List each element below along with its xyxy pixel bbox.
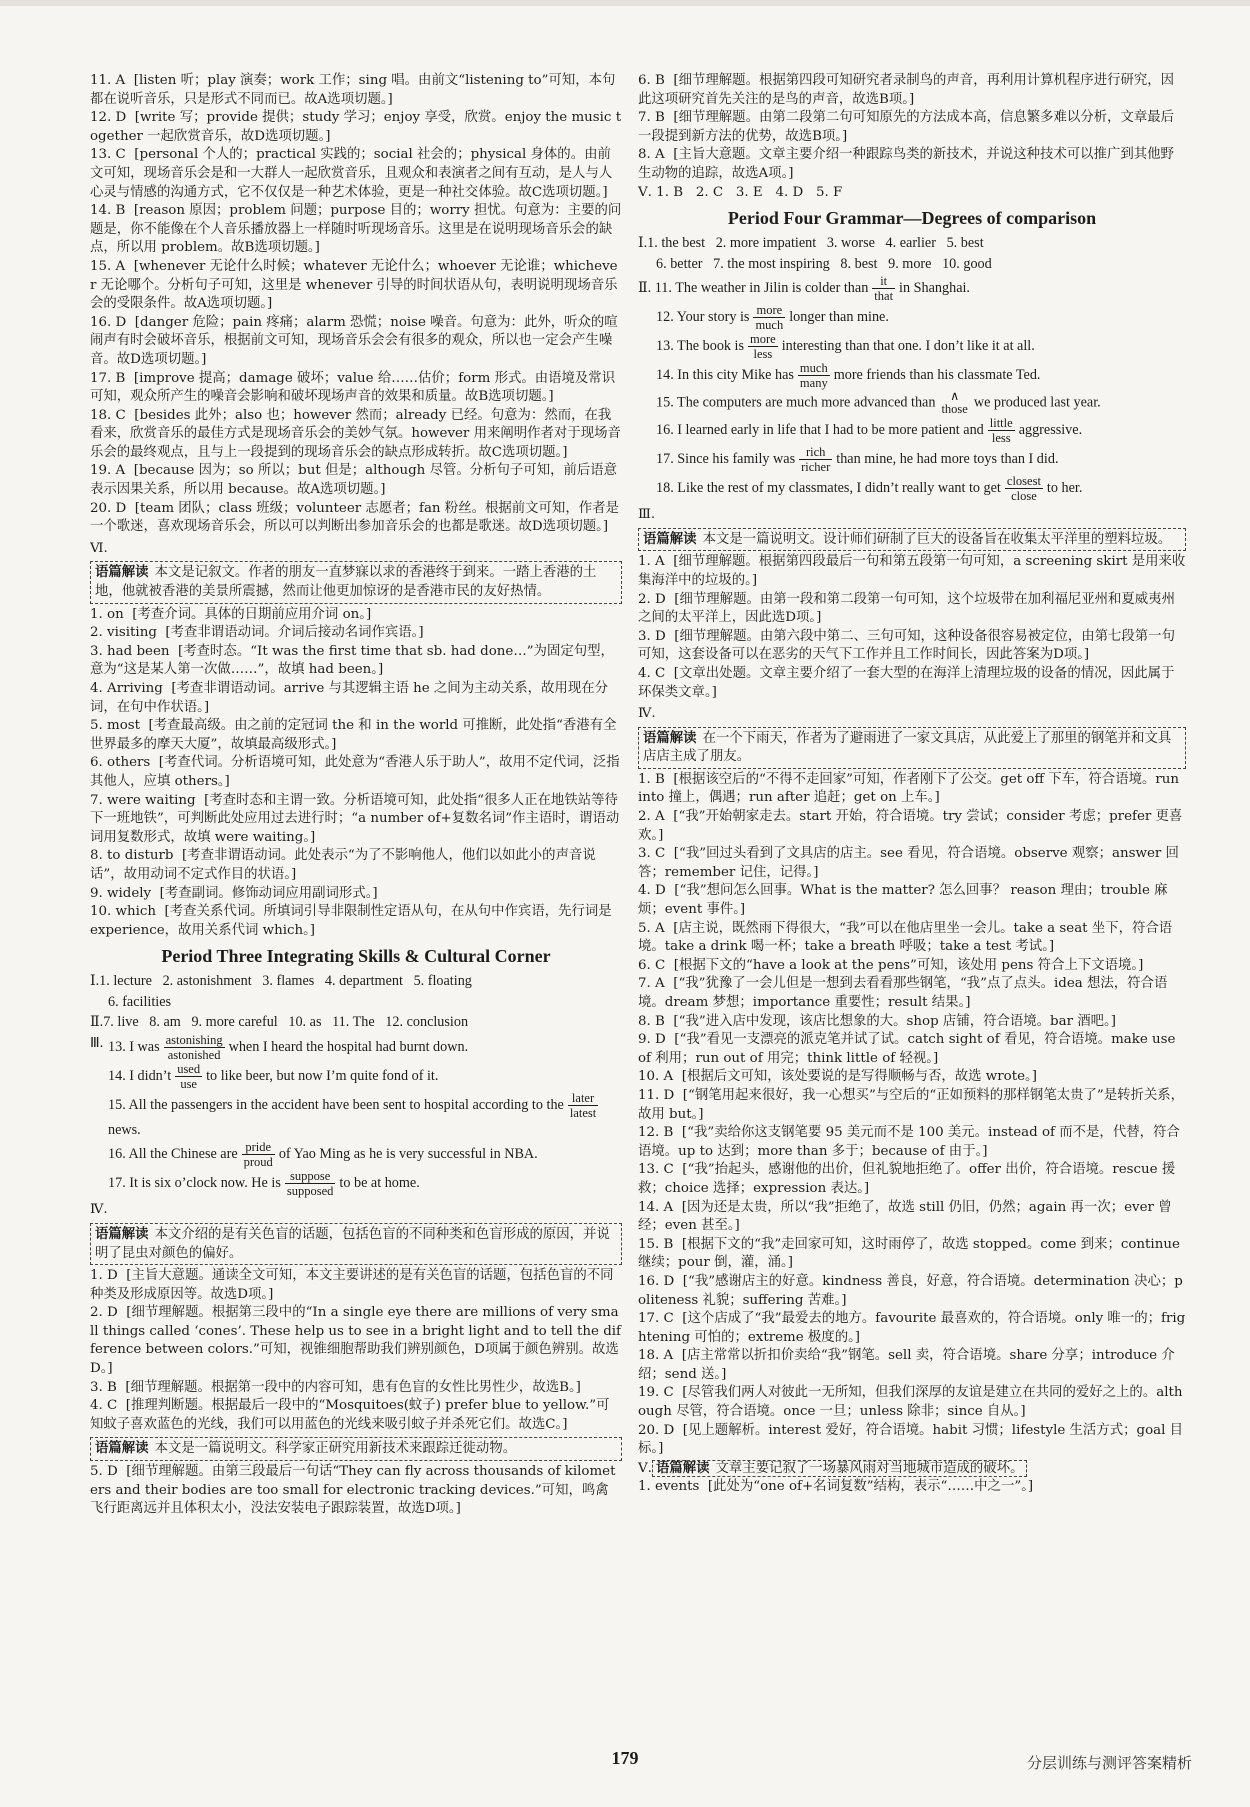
corrected-word: proud	[243, 1155, 273, 1170]
sentence-after: of Yao Ming as he is very successful in NBA.	[278, 1146, 538, 1163]
correction-item	[90, 1062, 622, 1091]
answer-item: 14. A [因为还是太贵，所以“我”拒绝了，故选 still 仍旧，仍然；again 再一次；ever 曾经；even 甚至。]	[638, 1199, 1172, 1234]
p4-section-iv-label: Ⅳ.	[638, 706, 656, 722]
reading-analysis-text: 本文介绍的是有关色盲的话题，包括色盲的不同种类和色盲形成的原因，并说明了昆虫对颜色的偏好。	[95, 1226, 610, 1261]
reading-analysis-box	[652, 1460, 1028, 1477]
reading-analysis-text: 本文是一篇说明文。设计师们研制了巨大的设备旨在收集太平洋里的塑料垃圾。	[702, 531, 1172, 547]
corrected-word: less	[991, 431, 1011, 446]
reading-analysis-text: 本文是记叙文。作者的朋友一直梦寐以求的香港终于到来。一踏上香港的土地，他就被香港的美景所震撼，然而让他更加惊讶的是香港市民的友好热情。	[95, 565, 597, 600]
p3-section-ii-line: 7. live 8. am 9. more careful 10. as 11. The 12. conclusion	[103, 1014, 469, 1031]
correction-item	[638, 303, 1186, 332]
original-word: much	[799, 361, 828, 376]
sentence-before: 18. Like the rest of my classmates, I didn’t really want to get	[656, 479, 1001, 496]
correction-item	[90, 1091, 622, 1141]
answer-item: 7. B [细节理解题。由第二段第二句可知原先的方法成本高，信息繁多难以分析，文章最后一段提到新方法的优势，故选B项。]	[638, 110, 1175, 144]
word-correction	[164, 1033, 225, 1062]
answer-item: 2. A [“我”开始朝家走去。start 开始，符合语境。try 尝试；consider 考虑；prefer 更喜欢。]	[638, 809, 1183, 843]
corrected-word: much	[755, 318, 784, 333]
correction-item	[638, 390, 1186, 416]
answer-item: 3. D [细节理解题。由第六段中第二、三句可知，这种设备很容易被定位，由第七段第一句可知，这套设备可以在恶劣的天气下工作并且工作时间长，因此答案为D项。]	[638, 628, 1175, 663]
reading-analysis-box	[638, 528, 1186, 552]
reading-analysis-box	[90, 561, 622, 603]
correction-item	[90, 1169, 622, 1198]
sentence-before: 16. All the Chinese are	[108, 1146, 238, 1163]
correction-item	[638, 361, 1186, 390]
sentence-after: to like beer, but now I’m quite fond of it.	[206, 1067, 439, 1084]
answer-item: 14. B [reason 原因；problem 问题；purpose 目的；worry 担忧。句意为：主要的问题是，你不能像在个人音乐播放器上一样随时听现场音乐。这里是在说明现场音乐会的缺点，所以用 problem。故B选项切题。]	[90, 203, 622, 256]
correction-item	[90, 1140, 622, 1169]
corrected-word: less	[753, 347, 773, 362]
reading-analysis-tag: 语篇解读	[655, 1459, 710, 1476]
answer-item: 2. D [细节理解题。由第一段和第二段第一句可知，这个垃圾带在加利福尼亚州和夏威夷州之间的太平洋上，因此选D项。]	[638, 591, 1175, 626]
answer-item: 17. B [improve 提高；damage 破坏；value 给……估价；form 形式。由语境及常识可知，观众所产生的噪音会影响和破坏现场声音的效果和质量。故B选项切题。]	[90, 370, 616, 405]
answer-item: 17. C [这个店成了“我”最爱去的地方。favourite 最喜欢的，符合语境。only 唯一的；frightening 可怕的；extreme 极度的。]	[638, 1311, 1186, 1345]
original-word: pride	[242, 1140, 275, 1155]
section-i-label: Ⅰ.	[638, 235, 648, 252]
answer-item: 20. D [见上题解析。interest 爱好，符合语境。habit 习惯；lifestyle 生活方式；goal 目标。]	[638, 1422, 1184, 1457]
answer-item: 4. D [“我”想问怎么回事。What is the matter? 怎么回事？ reason 理由；trouble 麻烦；event 事件。]	[638, 883, 1168, 918]
p4-section-iii-label: Ⅲ.	[638, 507, 656, 523]
answer-item: 6. others [考查代词。分析语境可知，此处意为“香港人乐于助人”，故用不定代词，泛指其他人，应填 others。]	[90, 755, 620, 789]
original-word: rich	[799, 445, 832, 460]
p3-section-iii	[90, 1033, 622, 1199]
answer-item: 16. D [“我”感谢店主的好意。kindness 善良，好意，符合语境。determination 决心；politeness 礼貌；suffering 苦难。]	[638, 1273, 1183, 1308]
answer-item: 16. D [danger 危险；pain 疼痛；alarm 恐慌；noise 噪音。句意为：此外，听众的喧闹声有时会破坏音乐，根据前文可知，现场音乐会会有很多的观众，所以也一定会产生噪音。故D选项切题。]	[90, 314, 618, 367]
answer-list-left	[90, 72, 622, 537]
reading-analysis-tag: 语篇解读	[643, 530, 697, 547]
answer-item: 19. A [because 因为；so 所以；but 但是；although 尽管。分析句子可知，前后语意表示因果关系，所以用 because。故A选项切题。]	[90, 463, 618, 498]
reading-analysis-text: 在一个下雨天，作者为了避雨进了一家文具店，从此爱上了那里的钢笔并和文具店店主成了朋友。	[643, 730, 1172, 765]
grammar-answer-list	[638, 1478, 1186, 1497]
original-word: closest	[1006, 474, 1041, 489]
p4-section-i-line2: 6. better 7. the most inspiring 8. best 9. more 10. good	[656, 255, 992, 272]
sentence-after: aggressive.	[1018, 421, 1083, 438]
corrected-word: richer	[801, 460, 831, 475]
answer-item: 6. C [根据下文的“have a look at the pens”可知，该处用 pens 符合上下文语境。]	[638, 957, 1144, 973]
sentence-after: when I heard the hospital had burnt down.	[228, 1038, 469, 1055]
period-four-title: Period Four Grammar—Degrees of comparison	[727, 208, 1097, 229]
answer-item: 3. C [“我”回过头看到了文具店的店主。see 看见，符合语境。observe 观察；answer 回答；remember 记住，记得。]	[638, 846, 1179, 880]
left-column	[90, 72, 622, 1519]
reading-answer-list	[90, 1463, 622, 1519]
sentence-after: to her.	[1046, 479, 1083, 496]
original-word: used	[177, 1061, 201, 1076]
sentence-before: 15. The computers are much more advanced than	[656, 394, 936, 411]
p3-section-i-line2: 6. facilities	[108, 993, 172, 1010]
sentence-after: to be at home.	[339, 1175, 420, 1192]
answer-item: 9. D [“我”看见一支漂亮的派克笔并试了试。catch sight of 看见，符合语境。make use of 利用；run out of 用完；think little of 轻视。]	[638, 1032, 1180, 1066]
sentence-before: 16. I learned early in life that I had to be more patient and	[656, 421, 984, 438]
word-correction	[1005, 474, 1043, 503]
word-correction	[798, 361, 830, 390]
p3-section-ii	[90, 1012, 622, 1033]
word-correction	[941, 390, 967, 416]
corrected-word: supposed	[286, 1184, 334, 1199]
answer-item: 8. B [“我”进入店中发现，该店比想象的大。shop 店铺，符合语境。bar 酒吧。]	[638, 1013, 1116, 1029]
correction-item	[638, 474, 1186, 503]
answer-item: 15. A [whenever 无论什么时候；whatever 无论什么；whoever 无论谁；whichever 无论哪个。分析句子可知，这里是 whenever 引导的时间状语从句，表明说明现场音乐会的受限条件。故A选项切题。]	[90, 258, 618, 312]
word-correction	[568, 1091, 598, 1120]
answer-item: 3. had been [考查时态。“It was the first time that sb. had done…”为固定句型，意为“这是某人第一次做……”，故填 had been。]	[90, 643, 614, 678]
sentence-after: more friends than his classmate Ted.	[833, 366, 1041, 383]
sentence-before: 17. Since his family was	[656, 450, 796, 467]
answer-item: 13. C [“我”抬起头，感谢他的出价，但礼貌地拒绝了。offer 出价，符合语境。rescue 援救；choice 选择；expression 表达。]	[638, 1162, 1176, 1196]
top-edge	[0, 0, 1250, 6]
corrected-word: that	[874, 289, 894, 304]
section-iii-label: Ⅲ.	[90, 1034, 104, 1051]
word-correction	[748, 332, 778, 361]
grammar-answer-list	[90, 606, 622, 941]
correction-item	[638, 274, 1186, 303]
original-word: more	[750, 332, 776, 347]
answer-item: 5. A [店主说，既然雨下得很大，“我”可以在他店里坐一会儿。take a seat 坐下，符合语境。take a drink 喝一杯；take a breath 呼吸；take a test 考试。]	[638, 920, 1173, 955]
answer-item: 5. most [考查最高级。由之前的定冠词 the 和 in the world 可推断，此处指“香港有全世界最多的摩天大厦”，故填最高级形式。]	[90, 718, 617, 752]
answer-item: 1. B [根据该空后的“不得不走回家”可知，作者刚下了公交。get off 下车，符合语境。run into 撞上，偶遇；run after 追赶；get on 上车。]	[638, 771, 1184, 806]
p3-section-iv-label: Ⅳ.	[90, 1202, 108, 1218]
reading-answer-list	[90, 1267, 622, 1434]
p3-section-i	[90, 971, 622, 992]
sentence-before: 13. I was	[108, 1038, 160, 1055]
original-word: little	[989, 416, 1013, 431]
sentence-before: 15. All the passengers in the accident have been sent to hospital according to the	[108, 1096, 564, 1113]
answer-item: 19. C [尽管我们两人对彼此一无所知，但我们深厚的友谊是建立在共同的爱好之上的。although 尽管，符合语境。once 一旦；unless 除非；since 自从。]	[638, 1385, 1183, 1420]
reading-answer-list	[638, 553, 1186, 702]
p4-section-ii	[638, 274, 1186, 503]
reading-analysis-tag: 语篇解读	[95, 1440, 149, 1457]
reading-analysis-text: 文章主要记叙了一场暴风雨对当地城市造成的破坏。	[715, 1460, 1024, 1476]
sentence-after: in Shanghai.	[899, 279, 970, 296]
section-v-label: Ⅴ.	[638, 1460, 652, 1476]
answer-item: 13. C [personal 个人的；practical 实践的；social 社会的；physical 身体的。由前文可知，现场音乐会是和一大群人一起欣赏音乐，且观众和表演者之间有互动，是人与人心灵与情感的沟通方式，它不仅仅是一种艺术体验，更是一种社交体验。故C选项切题。]	[90, 147, 613, 200]
word-correction	[242, 1140, 275, 1169]
sentence-before: 13. The book is	[656, 337, 745, 354]
sentence-before: Ⅱ. 11. The weather in Jilin is colder than	[638, 279, 869, 296]
answer-item: 4. Arriving [考查非谓语动词。arrive 与其逻辑主语 he 之间为主动关系，故用现在分词，在句中作状语。]	[90, 681, 608, 715]
answer-item: 7. A [“我”犹豫了一会儿但是一想到去看看那些钢笔，“我”点了点头。idea 想法，符合语境。dream 梦想；importance 重要性；result 结果。]	[638, 976, 1168, 1010]
answer-item: 11. D [“钢笔用起来很好，我一心想买”与空后的“正如预料的那样钢笔太贵了”是转折关系，故用 but。]	[638, 1087, 1185, 1122]
answer-item: 7. were waiting [考查时态和主谓一致。分析语境可知，此处指“很多人正在地铁站等待下一班地铁”，可判断此处应用过去进行时；“a number of+复数名词”作主语时，谓语动词用复数形式，故填 were waiting。]	[90, 792, 620, 845]
answer-item: 20. D [team 团队；class 班级；volunteer 志愿者；fan 粉丝。根据前文可知，作者是一个歌迷，喜欢现场音乐会，所以可以判断出参加音乐会的也都是歌迷。故D选项切题。]	[90, 500, 619, 535]
sentence-after: interesting than that one. I don’t like it at all.	[781, 337, 1035, 354]
corrected-word: latest	[569, 1105, 597, 1120]
reading-analysis-tag: 语篇解读	[643, 729, 697, 746]
answer-item: 3. B [细节理解题。根据第一段中的内容可知，患有色盲的女性比男性少，故选B。]	[90, 1379, 581, 1395]
original-word: ∧	[950, 389, 960, 404]
answer-item: 4. C [文章出处题。文章主要介绍了一套大型的在海洋上清理垃圾的设备的情况，因此属于环保类文章。]	[638, 665, 1175, 700]
word-correction	[175, 1062, 202, 1091]
cloze-answer-list	[638, 771, 1186, 1459]
reading-analysis-text: 本文是一篇说明文。科学家正研究用新技术来跟踪迁徙动物。	[154, 1441, 517, 1457]
word-correction	[285, 1169, 336, 1198]
sentence-before: 14. I didn’t	[108, 1067, 172, 1084]
correction-item	[638, 332, 1186, 361]
reading-analysis-tag: 语篇解读	[95, 564, 149, 581]
answer-item: 10. which [考查关系代词。所填词引导非限制性定语从句，在从句中作宾语，先行词是 experience，故用关系代词 which。]	[90, 904, 616, 938]
sentence-after: news.	[108, 1121, 141, 1138]
answer-item: 2. visiting [考查非谓语动词。介词后接动名词作宾语。]	[90, 625, 424, 641]
answer-item: 8. to disturb [考查非谓语动词。此处表示“为了不影响他人，他们以如此小的声音说话”，故用动词不定式作目的状语。]	[90, 848, 596, 882]
original-word: it	[872, 274, 895, 289]
answer-item: 6. B [细节理解题。根据第四段可知研究者录制鸟的声音，再利用计算机程序进行研究，因此这项研究首先关注的是鸟的声音，故选B项。]	[638, 73, 1175, 107]
sentence-before: 14. In this city Mike has	[656, 366, 794, 383]
correction-item	[638, 416, 1186, 445]
sentence-after: than mine, he had more toys than I did.	[836, 450, 1059, 467]
section-v-answers: Ⅴ. 1. B 2. C 3. E 4. D 5. F	[638, 184, 843, 200]
reading-analysis-box	[90, 1223, 622, 1265]
page-number: 179	[611, 1748, 639, 1768]
answer-item: 4. C [推理判断题。根据最后一段中的“Mosquitoes(蚊子) prefer blue to yellow.”可知蚊子喜欢蓝色的光线，我们可以用蓝色的光线来吸引蚊子并杀死它们。故选C。]	[90, 1398, 610, 1432]
footer-book-title: 分层训练与测评答案精析	[1026, 1754, 1192, 1772]
answer-item: 5. D [细节理解题。由第三段最后一句话“They can fly across thousands of kilometers and their bodies are too small for electronic tracking devices.”可知，鸣禽飞行距离远并且体积太小，没法安装电子跟踪装置，故选D项。]	[90, 1464, 616, 1517]
answer-item: 10. A [根据后文可知，该处要说的是写得顺畅与否，故选 wrote。]	[638, 1069, 1037, 1085]
reading-analysis-box	[638, 727, 1186, 769]
section-vi-label: Ⅵ.	[90, 540, 108, 556]
answer-item: 1. A [细节理解题。根据第四段最后一句和第五段第一句可知，a screening skirt 是用来收集海洋中的垃圾的。]	[638, 554, 1186, 588]
answer-item: 1. D [主旨大意题。通读全文可知，本文主要讲述的是有关色盲的话题，包括色盲的不同种类及形成原因等。故选D项。]	[90, 1268, 614, 1302]
corrected-word: astonished	[167, 1047, 221, 1062]
answer-item: 2. D [细节理解题。根据第三段中的“In a single eye there are millions of very small things called ‘cones’. These help us to see in a bright light and to tell the difference between colors.”可知，视锥细胞帮助我们辨别颜色，D项属于颜色辨别。故选D。]	[90, 1305, 622, 1377]
corrected-word: use	[180, 1076, 197, 1091]
answer-item: 18. A [店主常常以折扣价卖给“我”钢笔。sell 卖，符合语境。share 分享；introduce 介绍；send 送。]	[638, 1348, 1175, 1382]
corrected-word: close	[1011, 489, 1037, 504]
corrected-word: many	[799, 376, 828, 391]
original-word: more	[753, 303, 785, 318]
correction-item	[90, 1033, 622, 1062]
corrected-word: those	[941, 402, 968, 417]
answer-item: 9. widely [考查副词。修饰动词应用副词形式。]	[90, 885, 378, 901]
answer-item: 12. D [write 写；provide 提供；study 学习；enjoy 享受，欣赏。enjoy the music together 一起欣赏音乐，故D选项切题。]	[90, 110, 622, 144]
p4-section-i-line1: 1. the best 2. more impatient 3. worse 4. earlier 5. best	[647, 235, 984, 252]
answer-item: 15. B [根据下文的“我”走回家可知，这时雨停了，故选 stopped。come 到来；continue 继续；pour 倒，灌，涌。]	[638, 1236, 1185, 1271]
p3-section-i-line1: 1. lecture 2. astonishment 3. flames 4. department 5. floating	[99, 973, 472, 990]
correction-item	[638, 445, 1186, 474]
answer-item: 1. events [此处为“one of+名词复数”结构，表示“……中之一”。]	[638, 1479, 1034, 1495]
p4-section-v	[638, 1459, 1186, 1479]
original-word: astonishing	[165, 1032, 223, 1047]
p4-section-i	[638, 233, 1186, 254]
sentence-after: longer than mine.	[789, 308, 889, 325]
answer-list-right	[638, 72, 1186, 184]
reading-analysis-tag: 语篇解读	[95, 1225, 149, 1242]
period-three-title: Period Three Integrating Skills & Cultural Corner	[161, 946, 551, 967]
right-column	[638, 72, 1186, 1497]
section-i-label: Ⅰ.	[90, 973, 100, 990]
original-word: later	[568, 1091, 598, 1106]
answer-item: 8. A [主旨大意题。文章主要介绍一种跟踪鸟类的新技术，并说这种技术可以推广到其他野生动物的追踪，故选A项。]	[638, 147, 1174, 181]
answer-item: 1. on [考查介词。具体的日期前应用介词 on。]	[90, 606, 372, 622]
word-correction	[799, 445, 832, 474]
sentence-before: 17. It is six o’clock now. He is	[108, 1175, 281, 1192]
sentence-after: we produced last year.	[973, 394, 1101, 411]
answer-item: 12. B [“我”卖给你这支钢笔要 95 美元而不是 100 美元。instead of 而不是，代替，符合语境。up to 达到；more than 多于；because of 由于。]	[638, 1125, 1180, 1159]
sentence-before: 12. Your story is	[656, 308, 750, 325]
section-ii-label: Ⅱ.	[90, 1014, 104, 1031]
word-correction	[988, 416, 1015, 445]
answer-item: 11. A [listen 听；play 演奏；work 工作；sing 唱。由前文“listening to”可知，本句都在说听音乐，只是形式不同而已。故A选项切题。]	[90, 73, 616, 107]
answer-item: 18. C [besides 此外；also 也；however 然而；already 已经。句意为：然而，在我看来，欣赏音乐的最佳方式是现场音乐会的美妙气氛。however 用来阐明作者对于现场音乐会的最终观点，且与上一段提到的现场音乐会的缺点形成转折。故C选项切题。]	[90, 407, 621, 460]
word-correction	[872, 274, 895, 303]
original-word: suppose	[285, 1169, 336, 1184]
word-correction	[753, 303, 785, 332]
reading-analysis-box	[90, 1437, 622, 1461]
